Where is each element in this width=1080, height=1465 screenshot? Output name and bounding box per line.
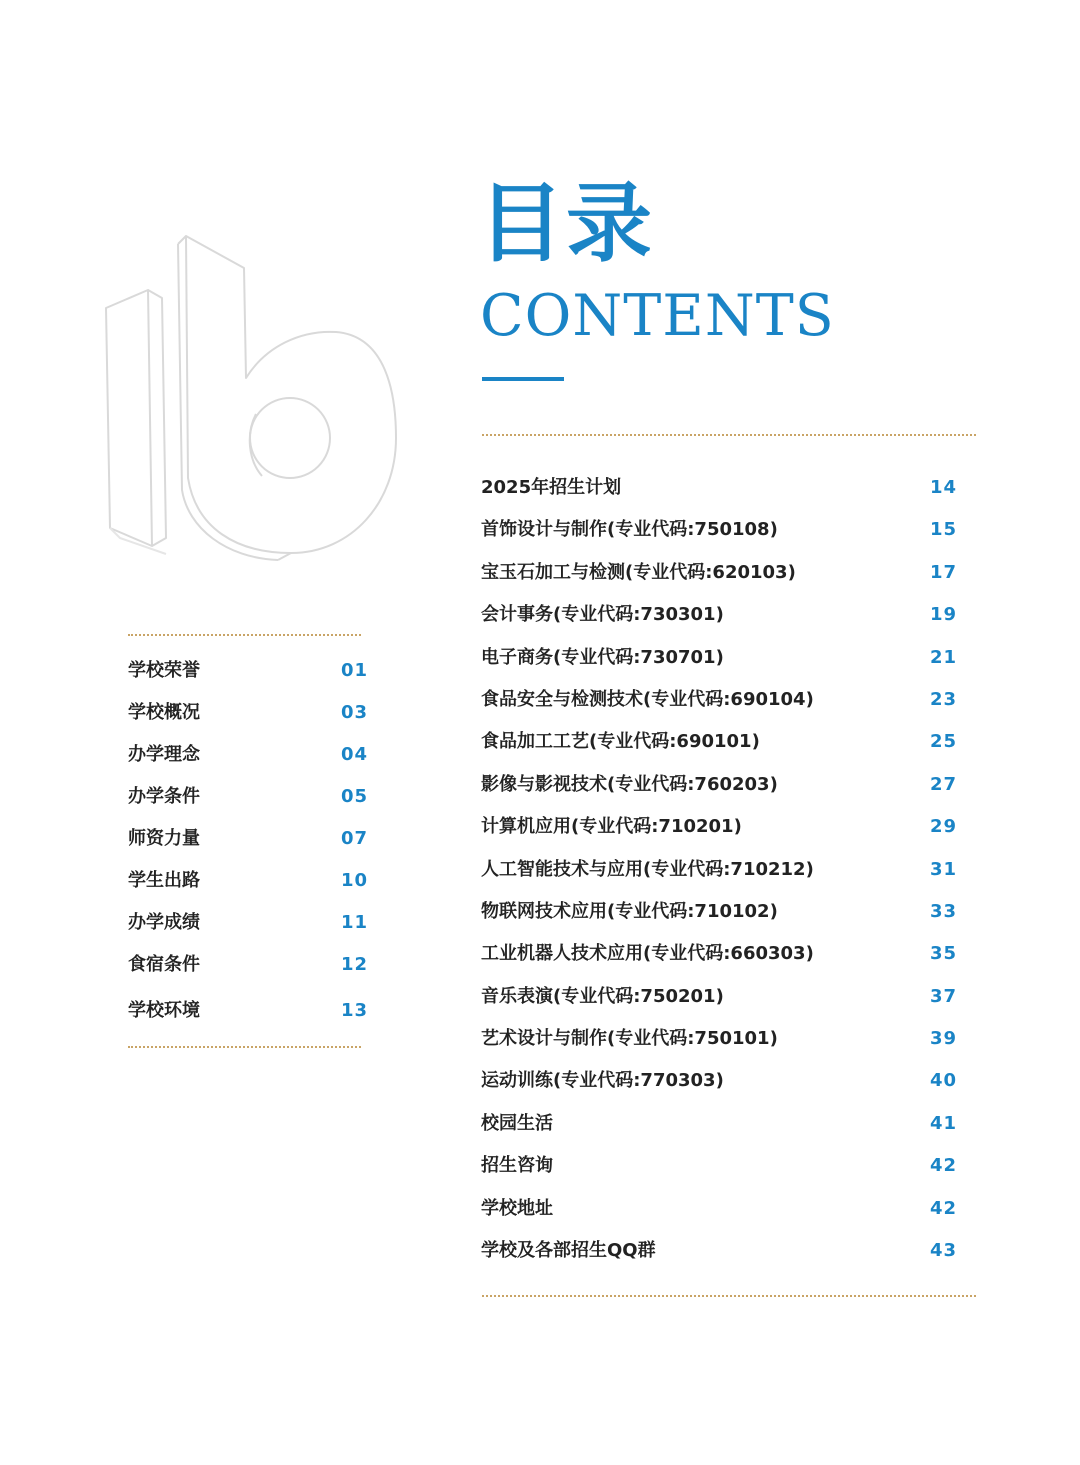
toc-entry-page: 01: [341, 660, 369, 681]
toc-entry-page: 21: [929, 646, 957, 668]
dotted-divider-left-bottom: [128, 1046, 361, 1048]
toc-entry[interactable]: [481, 849, 981, 891]
toc-entry-label: 音乐表演(专业代码:750201): [481, 985, 724, 1007]
toc-left-list: [128, 650, 368, 1032]
toc-entry[interactable]: [481, 552, 981, 594]
toc-entry-label: 物联网技术应用(专业代码:710102): [481, 900, 778, 922]
toc-entry[interactable]: [128, 818, 368, 860]
toc-entry[interactable]: [128, 776, 368, 818]
toc-entry[interactable]: [481, 1103, 981, 1145]
toc-entry-label: 师资力量: [128, 828, 200, 849]
toc-entry[interactable]: [128, 650, 368, 692]
toc-entry-label: 计算机应用(专业代码:710201): [481, 816, 742, 838]
toc-entry-label: 办学成绩: [128, 912, 200, 933]
toc-entry-label: 校园生活: [481, 1112, 553, 1134]
toc-entry-label: 学校荣誉: [128, 660, 200, 681]
toc-entry-label: 学校地址: [481, 1197, 553, 1219]
toc-entry[interactable]: [481, 1230, 981, 1272]
dotted-divider-right-bottom: [482, 1295, 976, 1297]
toc-entry-page: 03: [341, 702, 369, 723]
toc-entry-page: 42: [929, 1155, 957, 1177]
toc-entry-page: 15: [929, 519, 957, 541]
toc-entry-page: 39: [929, 1028, 957, 1050]
toc-entry-page: 35: [929, 943, 957, 965]
toc-entry-label: 电子商务(专业代码:730701): [481, 646, 724, 668]
toc-entry-page: 19: [929, 604, 957, 626]
toc-entry[interactable]: [128, 860, 368, 902]
toc-entry-page: 40: [929, 1070, 957, 1092]
toc-entry[interactable]: [481, 764, 981, 806]
toc-entry[interactable]: [128, 902, 368, 944]
toc-entry[interactable]: [481, 1188, 981, 1230]
toc-entry-label: 影像与影视技术(专业代码:760203): [481, 773, 778, 795]
toc-entry-label: 宝玉石加工与检测(专业代码:620103): [481, 561, 796, 583]
page-title-english: CONTENTS: [480, 283, 835, 349]
toc-entry-label: 运动训练(专业代码:770303): [481, 1070, 724, 1092]
toc-entry-label: 办学条件: [128, 786, 200, 807]
dotted-divider-right-top: [482, 434, 976, 436]
toc-entry[interactable]: [481, 509, 981, 551]
toc-entry[interactable]: [481, 976, 981, 1018]
toc-entry-page: 23: [929, 688, 957, 710]
toc-entry-label: 首饰设计与制作(专业代码:750108): [481, 519, 778, 541]
toc-entry[interactable]: [481, 1018, 981, 1060]
toc-entry-label: 人工智能技术与应用(专业代码:710212): [481, 858, 814, 880]
toc-entry[interactable]: [481, 594, 981, 636]
toc-entry[interactable]: [128, 734, 368, 776]
toc-entry[interactable]: [128, 692, 368, 734]
toc-entry-label: 食宿条件: [128, 954, 200, 975]
outlined-letter-b-logo-icon: [96, 228, 406, 563]
toc-entry-page: 11: [341, 912, 369, 933]
toc-entry-page: 05: [341, 786, 369, 807]
toc-entry-label: 工业机器人技术应用(专业代码:660303): [481, 943, 814, 965]
toc-entry-page: 17: [929, 561, 957, 583]
toc-entry-page: 10: [341, 870, 369, 891]
toc-entry[interactable]: [481, 679, 981, 721]
toc-entry-page: 13: [341, 1000, 369, 1021]
title-underline: [482, 377, 564, 381]
toc-entry-label: 学生出路: [128, 870, 200, 891]
toc-entry-page: 04: [341, 744, 369, 765]
toc-entry[interactable]: [128, 944, 368, 986]
toc-entry-label: 招生咨询: [481, 1155, 553, 1177]
toc-entry[interactable]: [128, 990, 368, 1032]
toc-entry-label: 会计事务(专业代码:730301): [481, 604, 724, 626]
toc-entry[interactable]: [481, 467, 981, 509]
toc-entry-label: 艺术设计与制作(专业代码:750101): [481, 1028, 778, 1050]
page-title-chinese: 目录: [478, 174, 654, 274]
toc-entry[interactable]: [481, 1060, 981, 1102]
toc-entry-label: 学校及各部招生QQ群: [481, 1240, 656, 1262]
toc-entry-page: 14: [929, 477, 957, 498]
toc-entry-label: 2025年招生计划: [481, 477, 622, 498]
dotted-divider-left-top: [128, 634, 361, 636]
toc-entry-page: 25: [929, 731, 957, 753]
toc-entry-page: 41: [929, 1112, 957, 1134]
toc-entry-page: 42: [929, 1197, 957, 1219]
toc-entry-label: 办学理念: [128, 744, 200, 765]
toc-entry-label: 学校概况: [128, 702, 200, 723]
toc-entry-page: 37: [929, 985, 957, 1007]
toc-entry[interactable]: [481, 721, 981, 763]
toc-right-list: [481, 467, 981, 1272]
toc-entry[interactable]: [481, 637, 981, 679]
toc-entry[interactable]: [481, 891, 981, 933]
toc-entry-label: 学校环境: [128, 1000, 200, 1021]
toc-entry[interactable]: [481, 933, 981, 975]
toc-entry-page: 29: [929, 816, 957, 838]
toc-entry[interactable]: [481, 1145, 981, 1187]
toc-entry-page: 12: [341, 954, 369, 975]
toc-entry-page: 27: [929, 773, 957, 795]
toc-entry-label: 食品加工工艺(专业代码:690101): [481, 731, 760, 753]
toc-entry[interactable]: [481, 806, 981, 848]
toc-entry-label: 食品安全与检测技术(专业代码:690104): [481, 688, 814, 710]
toc-entry-page: 31: [929, 858, 957, 880]
toc-entry-page: 33: [929, 900, 957, 922]
toc-entry-page: 43: [929, 1240, 957, 1262]
toc-entry-page: 07: [341, 828, 369, 849]
